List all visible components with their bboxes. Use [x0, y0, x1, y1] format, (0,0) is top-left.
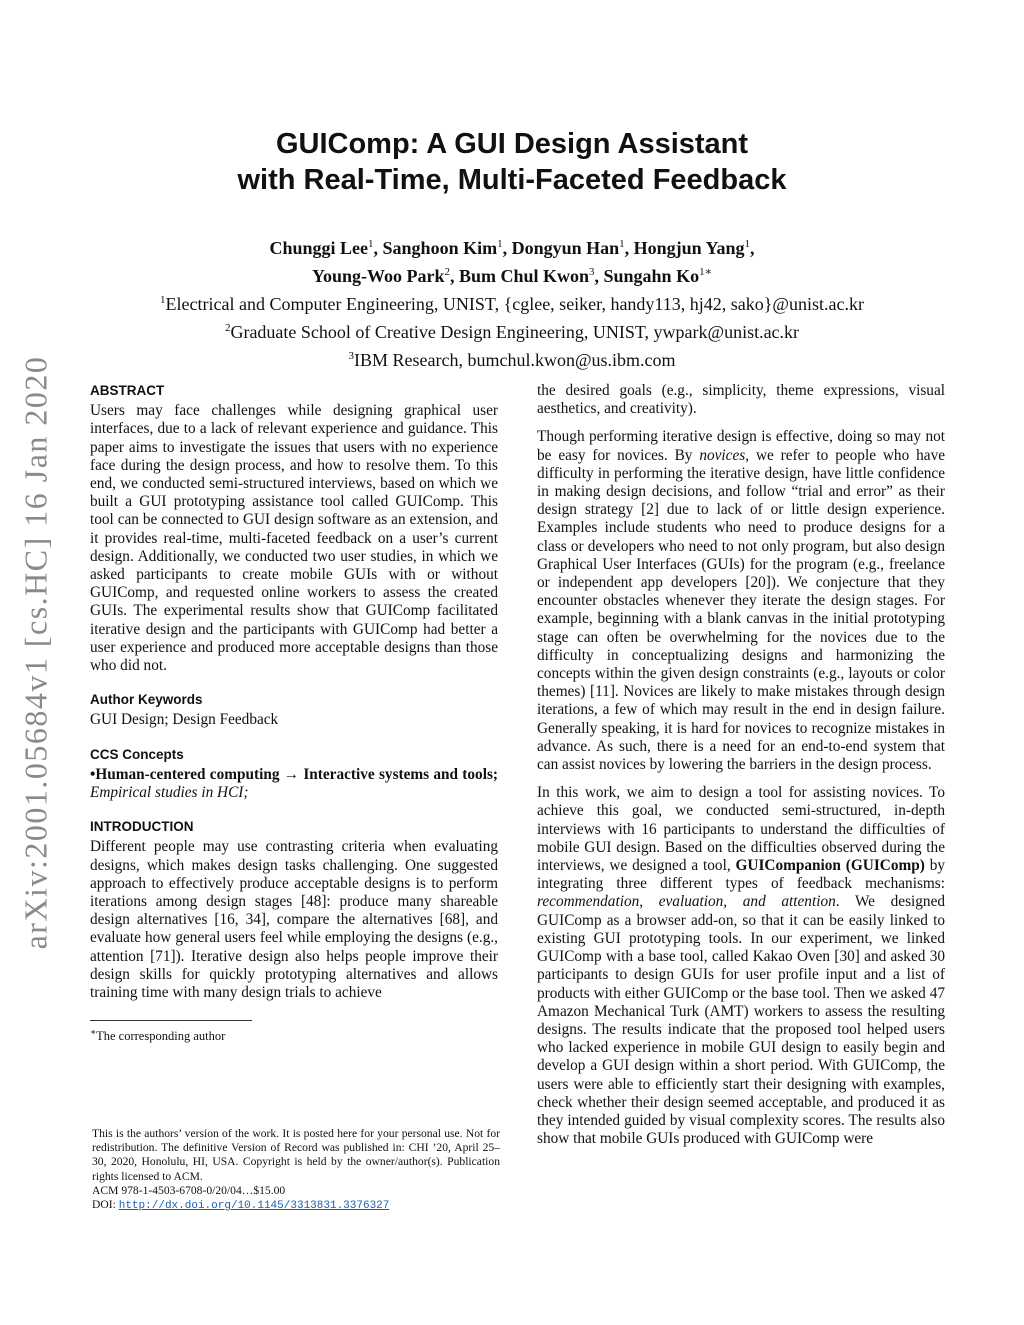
- introduction-heading: INTRODUCTION: [90, 819, 194, 835]
- author-affil-mark: 2: [444, 266, 450, 278]
- ccs-section: [90, 746, 498, 803]
- text-run: , we refer to people who have difficulty in performing the iterative design, have little confidence in making design decisions, and follow “trial and error” as their design strategy [2] due to lack of or little design experience. Examples include students who need to produce designs for a class or developers who need to not only program, but also design Graphical User Interfaces (GUIs) for the program (e.g., freelance or independent app developers [20]). We conjecture that they encounter obstacles whenever they iterate the design stages. For example, beginning with a blank canvas in the initial prototyping stage can often be overwhelming for the novices due to the difficulty in conceptualizing designs and harmonizing the concepts within the given design constraints (e.g., layouts or color themes) [11]. Novices are likely to make mistakes through design iterations, a few of which may result in the end in design failure. Generally speaking, it is hard for novices to recognize mistakes in advance. As such, there is a need for an end-to-end system that can assist novices by lowering the barriers in the design process.: [537, 446, 946, 774]
- author-name: Sungahn Ko: [603, 266, 700, 286]
- affiliation-3: [0, 344, 1024, 372]
- author-name: Bum Chul Kwon: [458, 266, 590, 286]
- author-separator: ,: [594, 266, 604, 286]
- emphasis: recommendation, evaluation, and attention: [537, 893, 836, 911]
- affil-mark: 3: [348, 350, 354, 362]
- author-affil-mark: 1: [497, 238, 503, 250]
- author-separator: ,: [750, 238, 755, 258]
- text-run: Though performing iterative design is effective, doing so may not be easy for novices. By: [537, 428, 945, 464]
- introduction-section: [90, 818, 498, 1002]
- title-line-2: with Real-Time, Multi-Faceted Feedback: [237, 164, 787, 196]
- paragraph: the desired goals (e.g., simplicity, theme expressions, visual aesthetics, and creativity).: [537, 382, 945, 418]
- author-affil-mark: 1: [619, 238, 625, 250]
- footnote-divider: [90, 1020, 252, 1021]
- text-run: . We designed GUIComp as a browser add-on, so that it can be easily linked to existing GUI prototyping tools. In our experiment, we linked GUIComp with a base tool, called Kakao Oven [30] and asked 30 participants to design GUIs for user profile input and a list of products with either GUIComp or the base tool. Then we asked 47 Amazon Mechanical Turk (AMT) workers to assess the resulting designs. The results indicate that the proposed tool helped users who lacked experience in mobile GUI design to easily begin and develop a GUI design within a short period. With GUIComp, the users were able to efficiently start their designing with examples, check whether their design seemed acceptable, and produced it as they intended guided by visual complexity scores. The results also show that mobile GUIs produced with GUIComp were: [537, 893, 946, 1148]
- author-name: Chunggi Lee: [269, 238, 369, 258]
- author-affil-mark: 3: [589, 266, 595, 278]
- author-affil-mark: 1∗: [699, 266, 713, 278]
- abstract-heading: ABSTRACT: [90, 383, 165, 398]
- copyright-block: [92, 1127, 500, 1213]
- copyright-text: This is the authors’ version of the work. It is posted here for your personal use. Not for redistribution. The definitive Version of Record was published in: CHI ’20, April 25–30, 2020, Honolulu, HI, USA. Copyright is held by the owner/author(s). Publication rights licensed to ACM.: [92, 1127, 500, 1183]
- affil-text: IBM Research, bumchul.kwon@us.ibm.com: [353, 350, 676, 370]
- acm-isbn: ACM 978-1-4503-6708-0/20/04…$15.00: [92, 1183, 286, 1197]
- ccs-heading: CCS Concepts: [90, 746, 184, 762]
- author-name: Young-Woo Park: [311, 266, 445, 286]
- keywords-heading: Author Keywords: [90, 692, 203, 708]
- ccs-text: [90, 766, 498, 802]
- footnote-mark: ∗: [90, 1027, 97, 1037]
- tool-name: GUICompanion (GUIComp): [735, 857, 925, 875]
- affil-mark: 2: [224, 322, 231, 334]
- paper-title: [0, 126, 1024, 198]
- author-separator: ,: [449, 266, 459, 286]
- paragraph: [537, 428, 945, 774]
- affiliation-2: [0, 316, 1024, 344]
- right-column: [537, 382, 945, 1158]
- abstract-section: [90, 382, 498, 675]
- text-run: In this work, we aim to design a tool for assisting novices. To achieve this goal, we conducted semi-structured, in-depth interviews with 16 participants to understand the difficulties of mobile GUI design. Based on the difficulties observed during the interviews, we designed a tool,: [537, 784, 945, 875]
- affil-text: Graduate School of Creative Design Engineering, UNIST, ywpark@unist.ac.kr: [230, 322, 800, 342]
- author-affil-mark: 1: [368, 238, 374, 250]
- left-column: [90, 382, 498, 1018]
- author-separator: ,: [373, 238, 383, 258]
- emphasis: novices: [699, 446, 746, 464]
- doi-line: [92, 1198, 500, 1213]
- author-separator: ,: [502, 238, 512, 258]
- introduction-text: Different people may use contrasting criteria when evaluating designs, which makes design tasks challenging. One suggested approach to effectively produce acceptable designs is to perform iterations among design stages [48]: produce many shareable design alternatives [16, 34], compare the alternatives [68], and evaluate how general users feel while employing the designs (e.g., attention [71]). Iterative design also helps people improve their design skills for quickly prototyping alternatives and allows training time with many design trials to achieve: [90, 838, 498, 1002]
- author-name: Dongyun Han: [511, 238, 620, 258]
- arxiv-identifier: [12, 355, 60, 949]
- author-separator: ,: [624, 238, 634, 258]
- doi-label: DOI:: [92, 1198, 119, 1212]
- affiliation-1: [0, 288, 1024, 316]
- keywords-text: GUI Design; Design Feedback: [90, 711, 279, 729]
- author-block: [0, 232, 1024, 372]
- title-line-1: GUIComp: A GUI Design Assistant: [275, 128, 749, 160]
- ccs-subconcept: Empirical studies in HCI;: [90, 784, 249, 802]
- author-name: Hongjun Yang: [633, 238, 745, 258]
- author-affil-mark: 1: [744, 238, 750, 250]
- doi-link[interactable]: http://dx.doi.org/10.1145/3313831.3376327: [118, 1200, 390, 1213]
- text-run: by integrating three different types of feedback mechanisms:: [537, 857, 945, 893]
- author-name: Sanghoon Kim: [382, 238, 498, 258]
- footnote: [90, 1027, 225, 1044]
- author-line-2: [0, 260, 1024, 288]
- abstract-text: Users may face challenges while designing graphical user interfaces, due to a lack of relevant experience and guidance. This paper aims to investigate the issues that users with no experience face during the design process, and how to resolve them. To this end, we conducted semi-structured interviews, based on which we built a GUI prototyping assistance tool called GUIComp. This tool can be connected to GUI design software as an extension, and it provides real-time, multi-faceted feedback on a user’s current design. Additionally, we conducted two user studies, in which we asked participants to create mobile GUIs with or without GUIComp, and requested online workers to assess the created GUIs. The experimental results show that GUIComp facilitated iterative design and the participants with GUIComp had better a user experience and produced more acceptable designs than those who did not.: [90, 402, 498, 675]
- arxiv-identifier-text: arXiv:2001.05684v1 [cs.HC] 16 Jan 2020: [17, 355, 54, 949]
- keywords-section: [90, 691, 498, 729]
- footnote-text: The corresponding author: [96, 1029, 226, 1044]
- author-line-1: [0, 232, 1024, 260]
- affil-text: Electrical and Computer Engineering, UNIST, {cglee, seiker, handy113, hj42, sako}@unist.ac.kr: [165, 294, 864, 314]
- paragraph: [537, 784, 945, 1148]
- ccs-concept: •Human-centered computing → Interactive systems and tools;: [90, 765, 498, 783]
- affil-mark: 1: [160, 294, 166, 306]
